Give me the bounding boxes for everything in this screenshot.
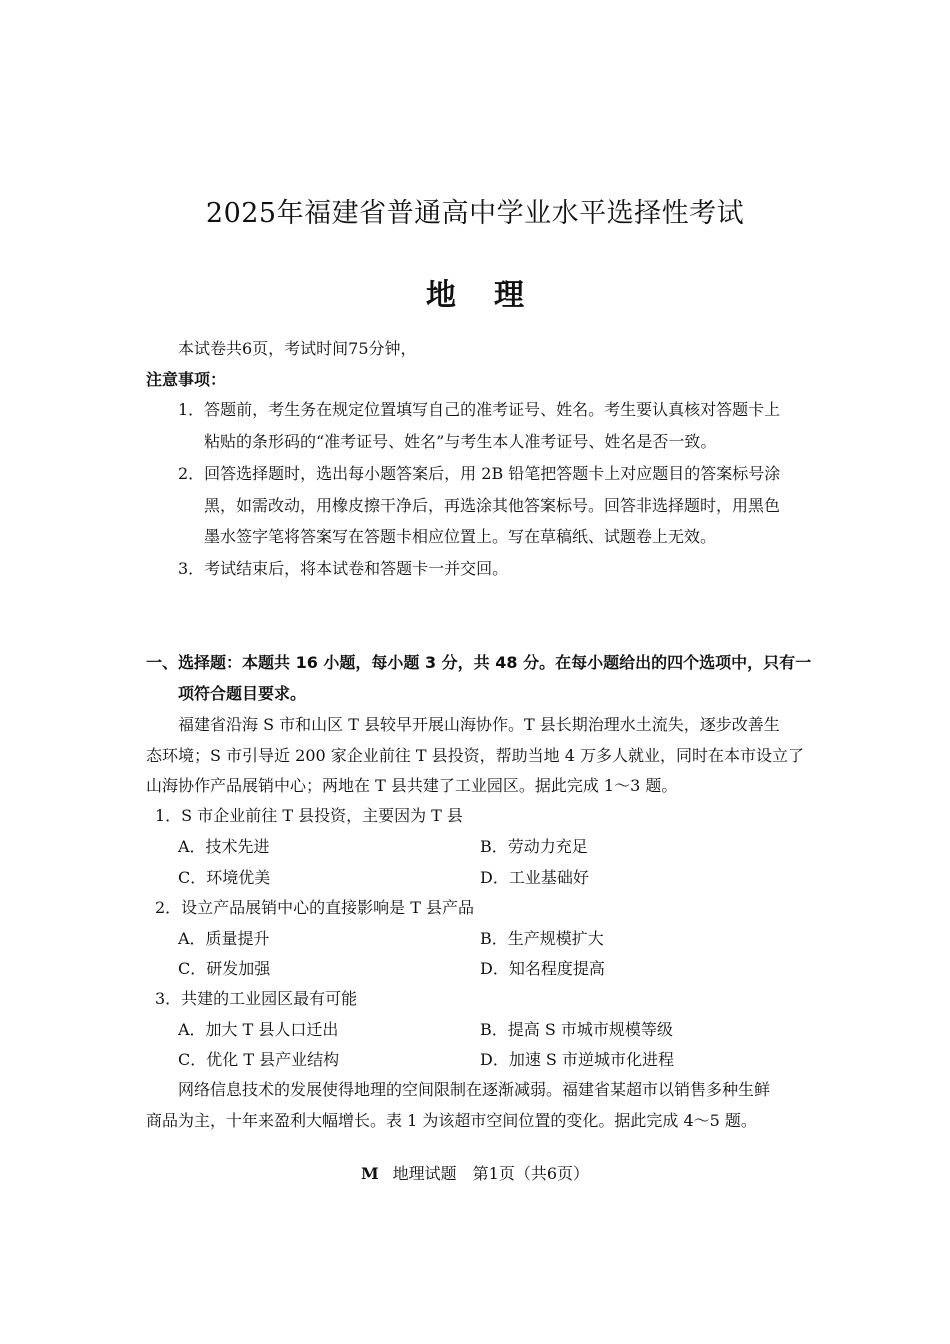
footer-page-info: 地理试题 第1页（共6页）	[392, 1164, 590, 1183]
section-heading: 一、选择题：本题共 16 小题，每小题 3 分，共 48 分。在每小题给出的四个选项中，只有一	[146, 653, 812, 672]
passage-2-line-1: 网络信息技术的发展使得地理的空间限制在逐渐减弱。福建省某超市以销售多种生鲜	[178, 1080, 771, 1099]
question-3-option-c: C．优化 T 县产业结构	[178, 1050, 340, 1069]
notice-item-2-line-2: 黑，如需改动，用橡皮擦干净后，再选涂其他答案标号。回答非选择题时，用黑色	[204, 496, 781, 515]
paper-code: M	[360, 1164, 379, 1183]
exam-intro: 本试卷共6页，考试时间75分钟，	[178, 339, 417, 358]
passage-1-line-1: 福建省沿海 S 市和山区 T 县较早开展山海协作。T 县长期治理水土流失，逐步改善生	[178, 715, 780, 734]
notice-item-3: 3．考试结束后，将本试卷和答题卡一并交回。	[178, 559, 509, 578]
section-heading-cont: 项符合题目要求。	[178, 684, 307, 703]
notice-item-1-line-1: 1．答题前，考生务在规定位置填写自己的准考证号、姓名。考生要认真核对答题卡上	[178, 400, 781, 419]
question-3-stem: 3．共建的工业园区最有可能	[155, 989, 358, 1008]
subject-title: 地理	[426, 278, 562, 313]
question-1-option-c: C．环境优美	[178, 868, 271, 887]
notice-item-2-line-1: 2．回答选择题时，选出每小题答案后，用 2B 铅笔把答题卡上对应题目的答案标号涂	[178, 464, 781, 483]
page-footer	[0, 1163, 950, 1185]
question-2-stem: 2．设立产品展销中心的直接影响是 T 县产品	[155, 898, 475, 917]
notice-heading: 注意事项：	[146, 370, 227, 389]
passage-1-line-3: 山海协作产品展销中心；两地在 T 县共建了工业园区。据此完成 1～3 题。	[146, 776, 678, 795]
notice-item-1-line-2: 粘贴的条形码的“准考证号、姓名”与考生本人准考证号、姓名是否一致。	[204, 432, 717, 451]
question-3-option-b: B．提高 S 市城市规模等级	[480, 1020, 673, 1039]
passage-2-line-2: 商品为主，十年来盈利大幅增长。表 1 为该超市空间位置的变化。据此完成 4～5 题。	[146, 1111, 757, 1130]
question-2-option-c: C．研发加强	[178, 959, 271, 978]
notice-item-2-line-3: 墨水签字笔将答案写在答题卡相应位置上。写在草稿纸、试题卷上无效。	[204, 527, 717, 546]
question-1-option-b: B．劳动力充足	[480, 837, 588, 856]
question-3-option-a: A．加大 T 县人口迁出	[178, 1020, 339, 1039]
question-2-option-a: A．质量提升	[178, 929, 270, 948]
question-1-option-a: A．技术先进	[178, 837, 270, 856]
passage-1-line-2: 态环境；S 市引导近 200 家企业前往 T 县投资，帮助当地 4 万多人就业，同时在本市设立了	[146, 746, 804, 765]
question-1-stem: 1．S 市企业前往 T 县投资，主要因为 T 县	[155, 806, 463, 825]
exam-title: 2025年福建省普通高中学业水平选择性考试	[205, 198, 745, 229]
question-2-option-b: B．生产规模扩大	[480, 929, 604, 948]
question-1-option-d: D．工业基础好	[480, 868, 589, 887]
question-3-option-d: D．加速 S 市逆城市化进程	[480, 1050, 674, 1069]
question-2-option-d: D．知名程度提高	[480, 959, 605, 978]
